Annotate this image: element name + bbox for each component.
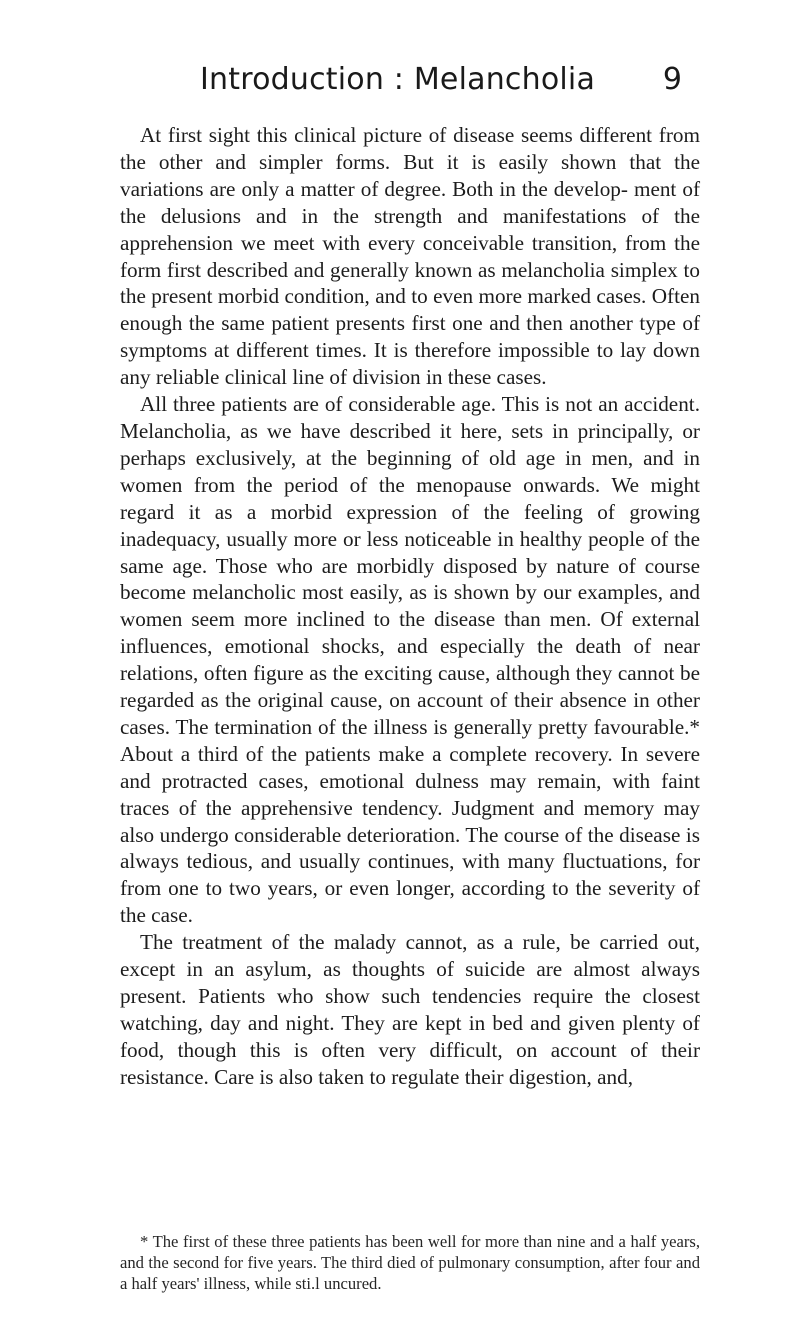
page-number: 9 [662,62,682,97]
paragraph: At first sight this clinical picture of disease seems different from the other and simpler forms. But it is easily shown that the variations are only a matter of degree. Both in the develop- ment of the delusions and in the strength and manifestations of the apprehension we meet with every conceivable transition, from the form first described and generally known as melancholia simplex to the present morbid condition, and to even more marked cases. Often enough the same patient presents first one and then another type of symptoms at different times. It is therefore impossible to lay down any reliable clinical line of division in these cases. [120,123,700,390]
paragraph: All three patients are of considerable age. This is not an accident. Melancholia, as we have described it here, sets in principally, or perhaps exclusively, at the beginning of old age in men, and in women from the period of the menopause onwards. We might regard it as a morbid expression of the feeling of growing inadequacy, usually more or less noticeable in healthy people of the same age. Those who are morbidly disposed by nature of course become melancholic most easily, as is shown by our examples, and women seem more inclined to the disease than men. Of external influences, emotional shocks, and especially the death of near relations, often figure as the exciting cause, although they cannot be regarded as the original cause, on account of their absence in other cases. The termination of the illness is generally pretty favourable.* About a third of the patients make a complete recovery. In severe and protracted cases, emotional dulness may remain, with faint traces of the apprehensive tendency. Judgment and memory may also undergo considerable deterioration. The course of the disease is always tedious, and usually continues, with many fluctuations, for from one to two years, or even longer, according to the severity of the case. [120,392,700,928]
body-text [120,122,700,1091]
running-head [120,62,700,110]
paragraph: The treatment of the malady cannot, as a rule, be carried out, except in an asylum, as thoughts of suicide are almost always present. Patients who show such tendencies require the closest watching, day and night. They are kept in bed and given plenty of food, though this is often very difficult, on account of their resistance. Care is also taken to regulate their digestion, and, [120,930,700,1089]
running-title: Introduction : Melancholia [200,62,596,97]
footnotes [120,1231,700,1294]
footnote: * The first of these three patients has been well for more than nine and a half years, and the second for five years. The third died of pulmonary consumption, after four and a half years' illness, while sti.l uncured. [120,1232,700,1293]
